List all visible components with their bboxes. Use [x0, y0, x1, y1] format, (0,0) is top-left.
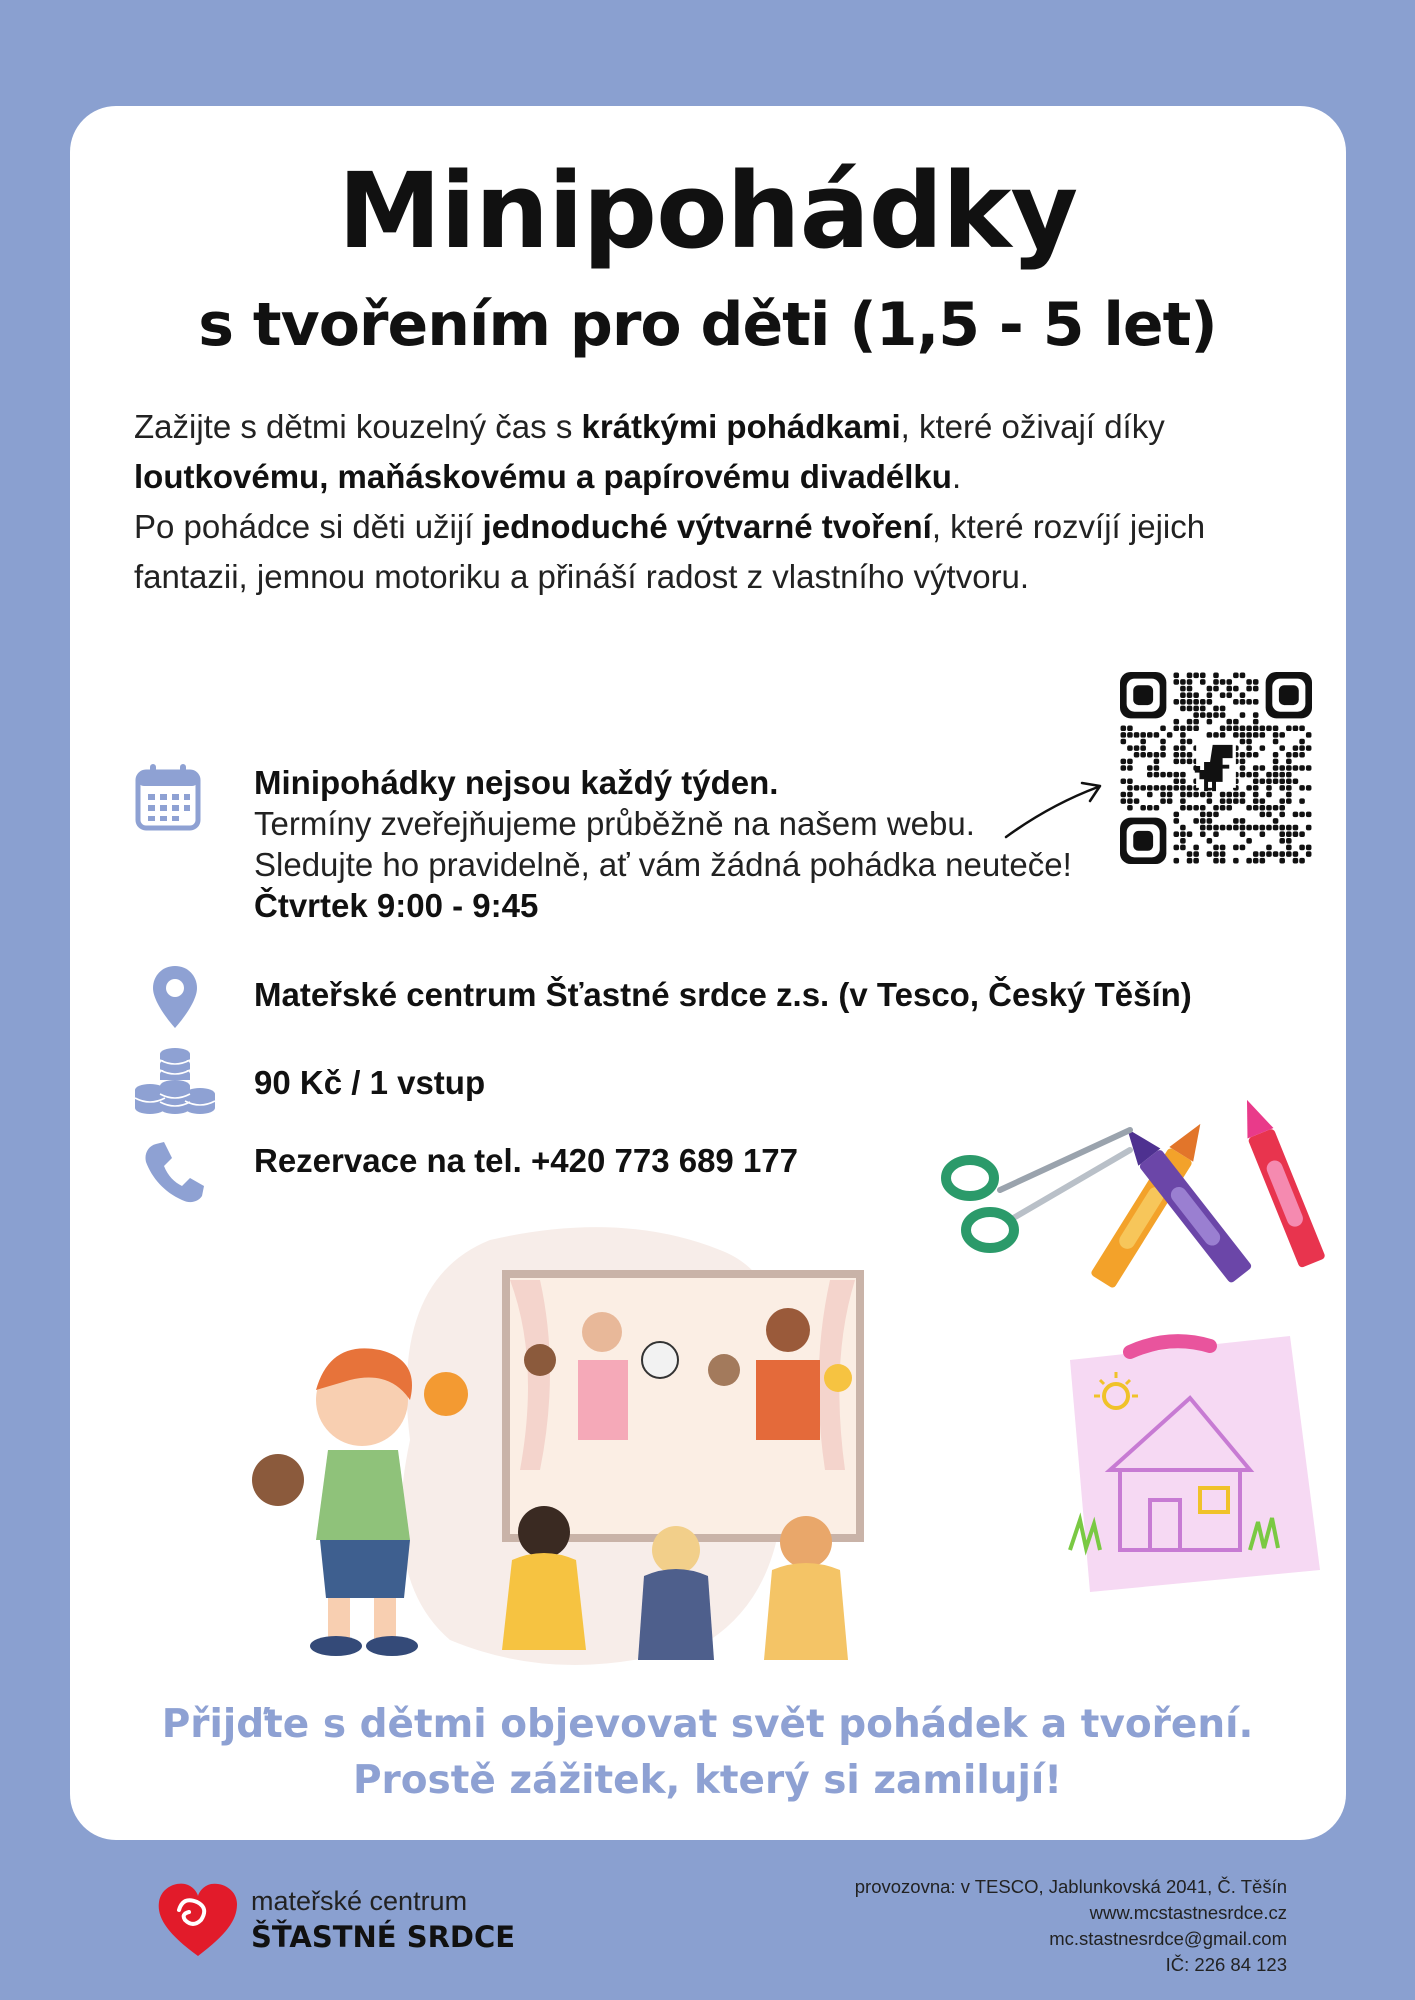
- closing-line-2: Prostě zážitek, který si zamilují!: [352, 1758, 1063, 1803]
- schedule-heading: Minipohádky nejsou každý týden.: [254, 764, 779, 801]
- intro-bold: jednoduché výtvarné tvoření: [482, 508, 932, 545]
- closing-line-1: Přijďte s dětmi objevovat svět pohádek a tvoření.: [161, 1702, 1254, 1747]
- boy-with-puppets-illustration: [250, 1340, 480, 1670]
- phone-icon: [142, 1140, 206, 1206]
- schedule-time: Čtvrtek 9:00 - 9:45: [254, 887, 539, 924]
- intro-bold: loutkovému, maňáskovému a papírovému divadélku: [134, 458, 952, 495]
- location-text: Mateřské centrum Šťastné srdce z.s. (v Tesco, Český Těšín): [254, 976, 1192, 1013]
- footer-web-link[interactable]: www.mcstastnesrdce.cz: [1089, 1902, 1287, 1923]
- coins-icon: [134, 1046, 216, 1116]
- footer-logo[interactable]: [155, 1880, 516, 1964]
- reservation-text: Rezervace na tel. +420 773 689 177: [254, 1142, 799, 1179]
- page-subtitle: s tvořením pro děti (1,5 - 5 let): [198, 290, 1217, 360]
- intro-text-part: .: [951, 458, 962, 495]
- intro-text-part: , které oživají díky: [900, 408, 1165, 445]
- intro-text: [134, 402, 1254, 602]
- price-text: 90 Kč / 1 vstup: [254, 1064, 486, 1101]
- logo-line-2: ŠŤASTNÉ SRDCE: [251, 1920, 516, 1954]
- house-drawing-illustration: [1050, 1320, 1340, 1610]
- heart-logo-icon: [155, 1880, 241, 1960]
- crayons-scissors-illustration: [940, 1080, 1340, 1360]
- intro-bold: krátkými pohádkami: [581, 408, 901, 445]
- intro-text-part: Zažijte s dětmi kouzelný čas s: [134, 408, 582, 445]
- scissors-icon: [946, 1130, 1130, 1248]
- qr-code[interactable]: [1120, 672, 1312, 864]
- footer-contact: [855, 1874, 1287, 1978]
- logo-line-1: mateřské centrum: [251, 1886, 468, 1916]
- footer-email-link[interactable]: mc.stastnesrdce@gmail.com: [1049, 1928, 1287, 1949]
- schedule-line: Sledujte ho pravidelně, ať vám žádná pohádka neuteče!: [254, 846, 1072, 883]
- schedule-line: Termíny zveřejňujeme průběžně na našem webu.: [254, 805, 975, 842]
- footer-ic: IČ: 226 84 123: [1165, 1954, 1287, 1975]
- map-pin-icon: [150, 964, 200, 1030]
- dino-icon: [1195, 742, 1236, 792]
- intro-text-part: Po pohádce si děti užijí: [134, 508, 483, 545]
- footer-address: provozovna: v TESCO, Jablunkovská 2041, Č. Těšín: [854, 1876, 1287, 1897]
- intro-text-part: , které rozvíjí jejich fantazii, jemnou motoriku a přináší radost z vlastního výtvoru.: [134, 508, 1206, 595]
- calendar-icon: [134, 762, 204, 834]
- page-title: Minipohádky: [337, 150, 1078, 272]
